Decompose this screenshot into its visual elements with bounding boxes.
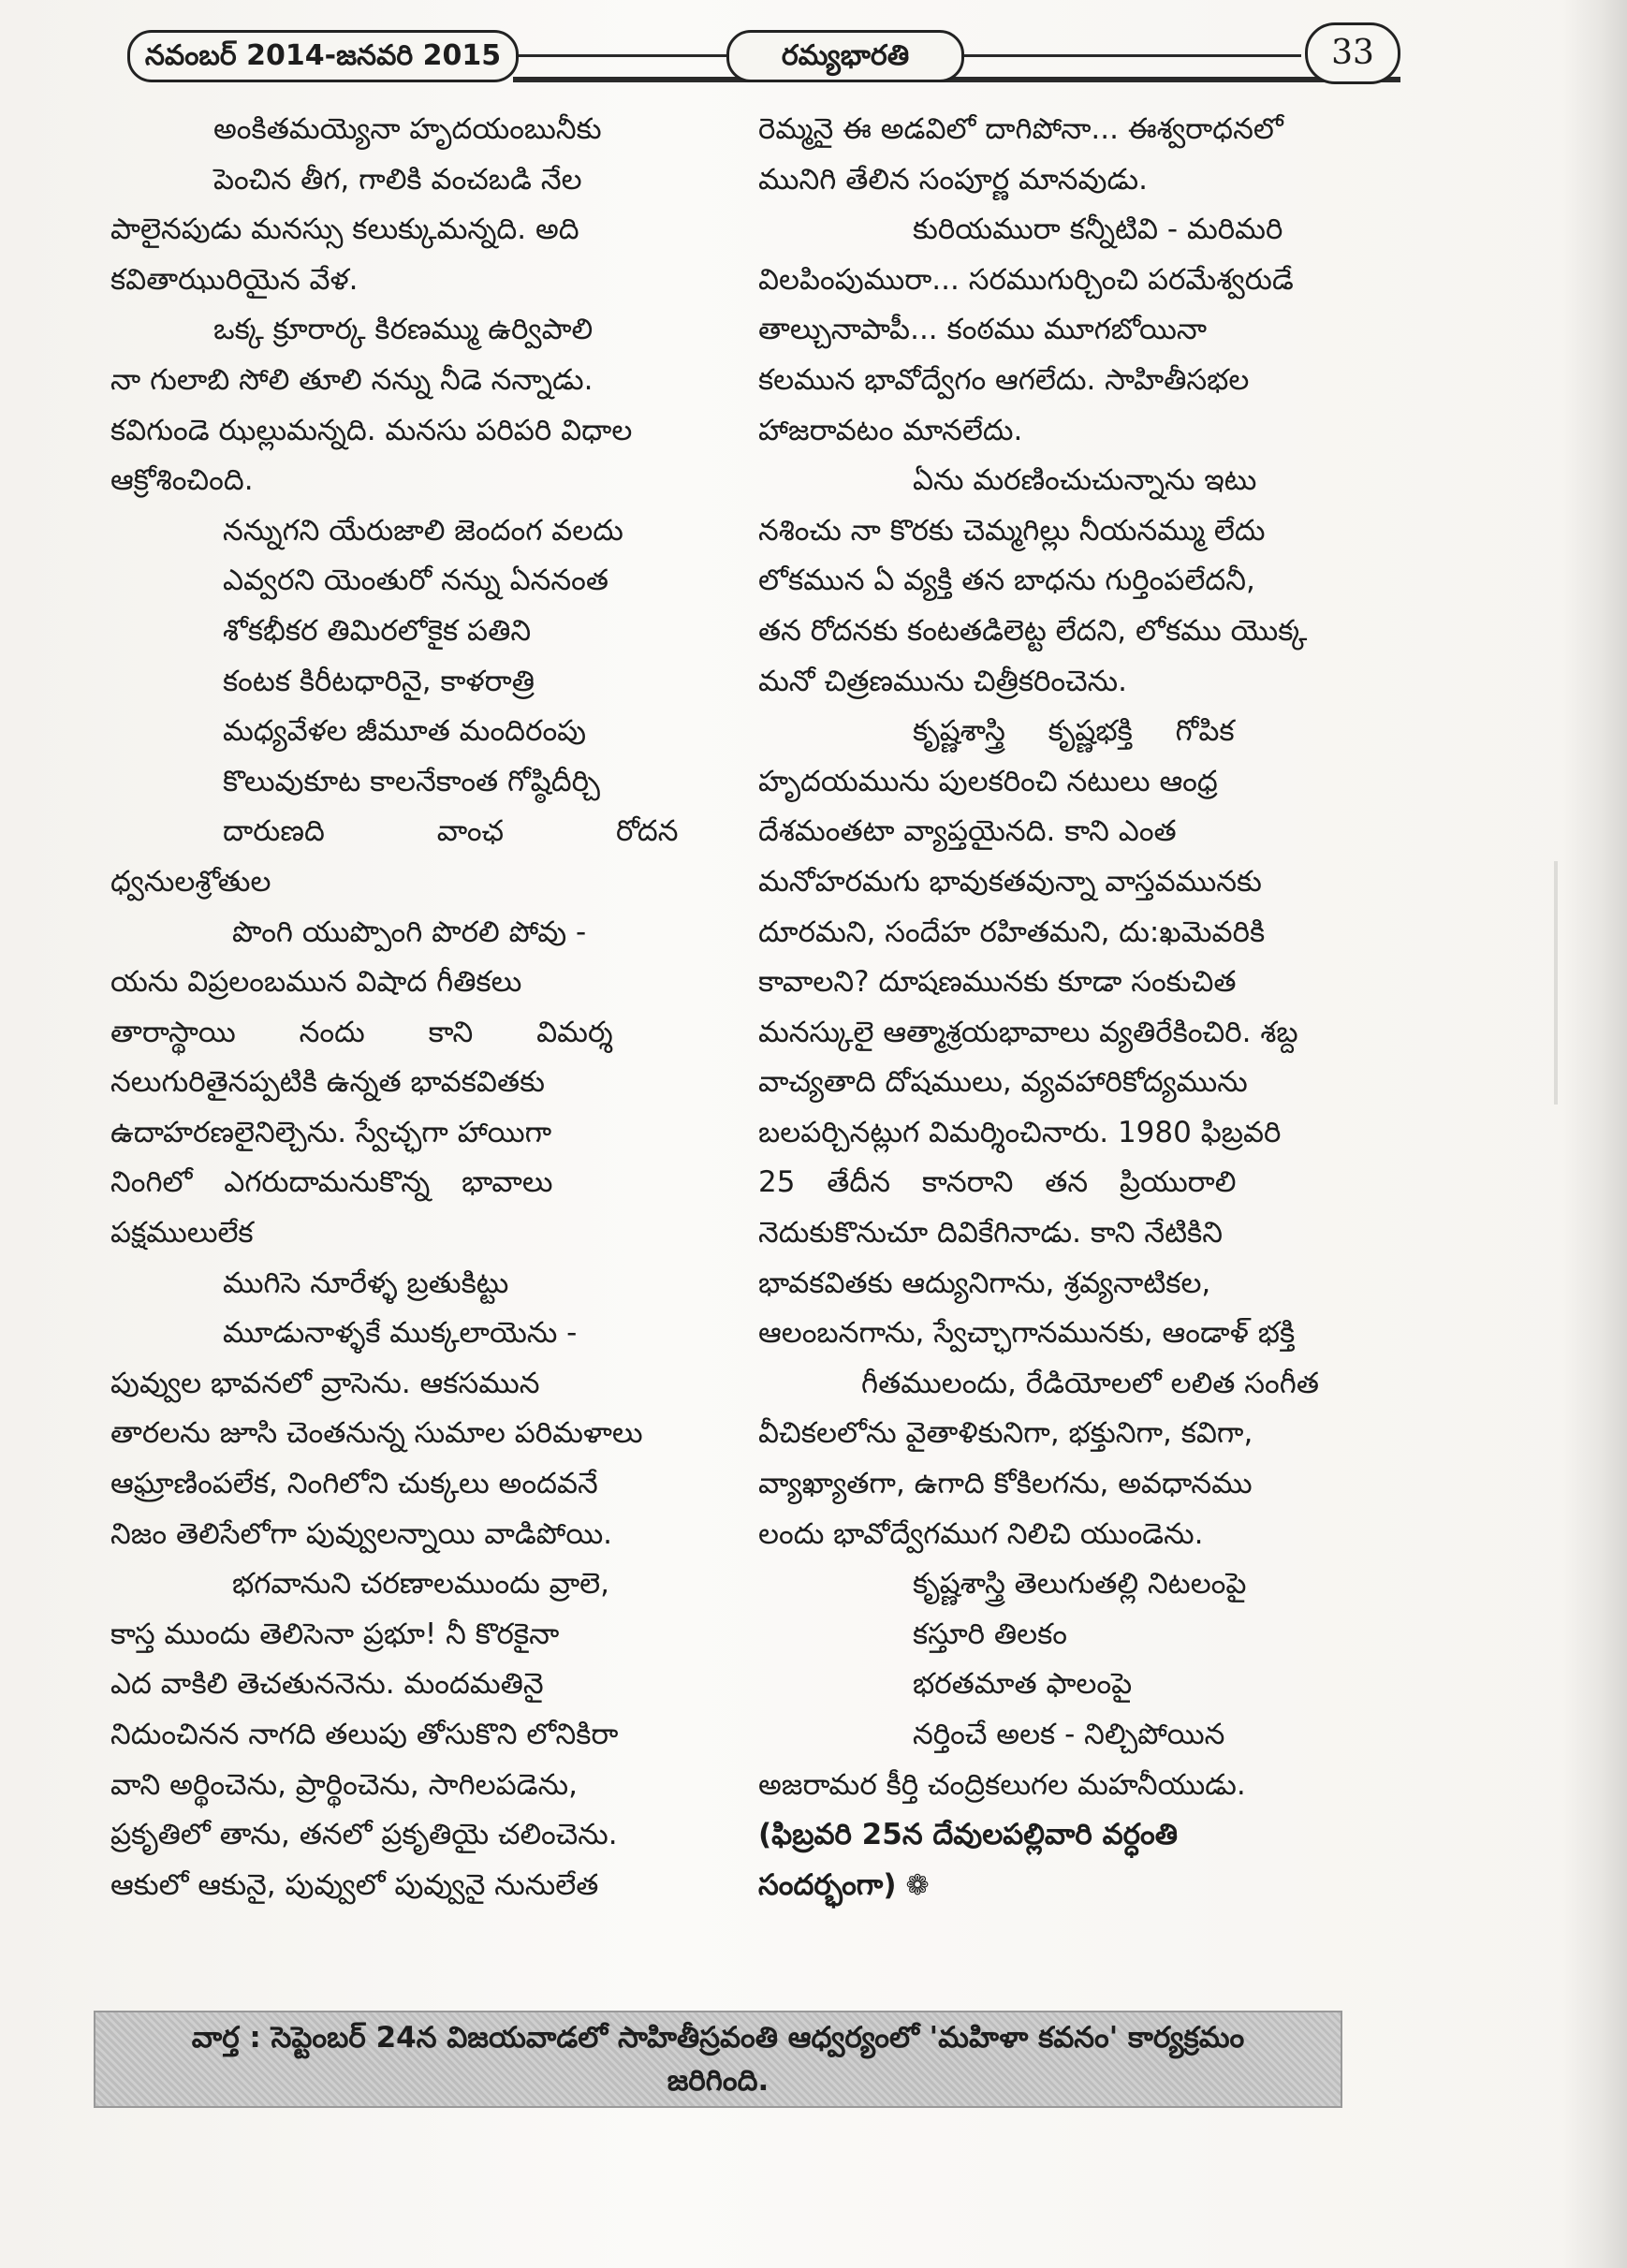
text-line: విలపింపుమురా... సరముగుర్చించి పరమేశ్వరుడే xyxy=(758,262,1294,297)
news-line2: జరిగింది. xyxy=(667,2064,770,2098)
right-column xyxy=(758,105,1376,1910)
text-line: నిజం తెలిసేలోగా పువ్వులన్నాయి వాడిపోయి. xyxy=(110,1516,613,1551)
text-line: అజరామర కీర్తి చంద్రికలుగల మహనీయుడు. xyxy=(758,1767,1246,1802)
text-line: ఆక్రోశించింది. xyxy=(110,463,254,498)
verse-line: ధ్వనులశ్రోతుల xyxy=(110,864,271,899)
verse-line: భరతమాత ఫాలంపై xyxy=(913,1667,1133,1702)
text-line: వ్యాఖ్యాతగా, ఉగాది కోకిలగను, అవధానము xyxy=(758,1467,1253,1501)
text-line: కావాలని? దూషణమునకు కూడా సంకుచిత xyxy=(758,965,1237,1000)
page-number: 33 xyxy=(1305,22,1400,84)
text-line: (ఫిబ్రవరి 25న దేవులపల్లివారి వర్ధంతి xyxy=(758,1818,1178,1852)
text-line: హాజరావటం మానలేదు. xyxy=(758,413,1023,447)
verse-line: శోకభీకర తిమిరలోకైక పతిని xyxy=(223,613,532,648)
paper-crease xyxy=(1554,861,1558,1105)
text-line: మనో చిత్రణమును చిత్రీకరించెను. xyxy=(758,664,1127,698)
text-line: రెమ్మనై ఈ అడవిలో దాగిపోనా... ఈశ్వరాధనలో xyxy=(758,112,1283,146)
left-column xyxy=(110,105,700,1910)
text-line: తారలను జూసి చెంతనున్న సుమాల పరిమళాలు xyxy=(110,1416,643,1451)
text-line: ప్రకృతిలో తాను, తనలో ప్రకృతియై చలించెను. xyxy=(110,1818,618,1852)
text-line: 25 తేదీన కానరాని తన ప్రియురాలి xyxy=(758,1165,1237,1200)
text-line: పాలైనపుడు మనస్సు కలుక్కుమన్నది. అది xyxy=(110,212,579,247)
text-line: లందు భావోద్వేగముగ నిలిచి యుండెను. xyxy=(758,1516,1204,1551)
page-header xyxy=(127,26,1400,86)
news-label: వార్త : xyxy=(191,2021,261,2055)
verse-line: మధ్యవేళల జీమూత మందిరంపు xyxy=(223,714,587,749)
text-line: ఒక్క క్రూరార్క కిరణమ్ము ఉర్విపాలి xyxy=(213,313,594,347)
text-line: పెంచిన తీగ, గాలికి వంచబడి నేల xyxy=(213,162,582,197)
text-line: దేశమంతటా వ్యాప్తయైనది. కాని ఎంత xyxy=(758,814,1177,849)
text-line: కలమున భావోద్వేగం ఆగలేదు. సాహితీసభల xyxy=(758,362,1250,397)
news-text xyxy=(114,2016,1322,2102)
text-line: మనస్కులై ఆత్మాశ్రయభావాలు వ్యతిరేకించిరి. శబ్ద xyxy=(758,1015,1298,1049)
verse-line: మూడునాళ్ళకే ముక్కలాయెను - xyxy=(223,1316,578,1351)
text-line: తన రోదనకు కంటతడిలెట్ట లేదని, లోకము యొక్క xyxy=(758,613,1308,648)
text-line: వాచ్యతాది దోషములు, వ్యవహారికోద్యమును xyxy=(758,1065,1248,1100)
text-line: కవిగుండె ఝల్లుమన్నది. మనసు పరిపరి విధాల xyxy=(110,413,633,447)
text-line: నలుగురితైనప్పటికి ఉన్నత భావకవితకు xyxy=(110,1065,545,1100)
verse-line: కృష్ణశాస్త్రి తెలుగుతల్లి నిటలంపై xyxy=(913,1567,1247,1602)
text-line: నింగిలో ఎగరుదామనుకొన్న భావాలు xyxy=(110,1165,553,1200)
header-rule-left xyxy=(519,54,726,57)
news-banner xyxy=(94,2011,1342,2108)
text-line: ఆఘ్రాణింపలేక, నింగిలోని చుక్కలు అందవనే xyxy=(110,1467,598,1501)
verse-line: ముగిసె నూరేళ్ళ బ్రతుకిట్టు xyxy=(223,1266,509,1300)
text-line: పొంగి యుప్పొంగి పొరలి పోవు - xyxy=(232,915,587,949)
text-line: లోకమున ఏ వ్యక్తి తన బాధను గుర్తింపలేదనీ, xyxy=(758,563,1255,598)
text-line: మనోహరమగు భావుకతవున్నా వాస్తవమునకు xyxy=(758,864,1262,899)
header-rule xyxy=(513,77,1400,82)
verse-line: కంటక కిరీటధారినై, కాళరాత్రి xyxy=(223,664,535,698)
text-line: అంకితమయ్యెనా హృదయంబునీకు xyxy=(213,112,602,146)
text-line: నిదుంచినన నాగది తలుపు తోసుకొని లోనికిరా xyxy=(110,1718,619,1751)
text-line: ఎద వాకిలి తెచతుననెను. మందమతినై xyxy=(110,1667,544,1702)
magazine-title: రమ్యభారతి xyxy=(726,30,964,82)
text-line: కురియమురా కన్నీటివి - మరిమరి xyxy=(913,212,1283,247)
text-line: గీతములందు, రేడియోలలో లలిత సంగీత xyxy=(861,1366,1319,1400)
text-line: ఉదాహరణలైనిల్చెను. స్వేచ్ఛగా హాయిగా xyxy=(110,1115,552,1149)
text-line: పక్షములులేక xyxy=(110,1216,254,1251)
verse-line: దారుణది వాంఛ రోదన xyxy=(223,814,679,849)
text-line: ఏను మరణించుచున్నాను ఇటు xyxy=(913,463,1257,498)
verse-line: కొలువుకూట కాలనేకాంత గోష్ఠిదీర్చి xyxy=(223,764,601,798)
text-line: వాని అర్థించెను, ప్రార్థించెను, సాగిలపడెను, xyxy=(110,1767,578,1802)
verse-line: నర్తించే అలక - నిల్చిపోయిన xyxy=(913,1718,1225,1751)
text-line: భావకవితకు ఆద్యునిగాను, శ్రవ్యనాటికల, xyxy=(758,1266,1211,1300)
issue-date: నవంబర్ 2014-జనవరి 2015 xyxy=(127,30,519,82)
text-line: నశించు నా కొరకు చెమ్మగిల్లు నీయనమ్ము లేదు xyxy=(758,513,1266,548)
text-line: నా గులాబి సోలి తూలి నన్ను నీడె నన్నాడు. xyxy=(110,362,594,397)
text-line: యను విప్రలంబమున విషాద గీతికలు xyxy=(110,965,522,1000)
text-line: తాల్చునాపాపీ... కంఠము మూగబోయినా xyxy=(758,313,1208,347)
text-line: ఆలంబనగాను, స్వేచ్ఛాగానమునకు, ఆండాళ్ భక్తి xyxy=(758,1316,1296,1351)
text-line: బలపర్చినట్లుగ విమర్శించినారు. 1980 ఫిబ్రవరి xyxy=(758,1115,1282,1149)
verse-line: కస్తూరి తిలకం xyxy=(913,1617,1068,1651)
text-line: ఆకులో ఆకునై, పువ్వులో పువ్వునై నునులేత xyxy=(110,1867,599,1902)
text-line: తారాస్థాయి నందు కాని విమర్శ xyxy=(110,1015,613,1049)
text-line: నెదుకుకొనుచూ దివికేగినాడు. కాని నేటికిని xyxy=(758,1216,1223,1251)
text-line: కాస్త ముందు తెలిసెనా ప్రభూ! నీ కొరకైనా xyxy=(110,1617,560,1651)
text-line: పువ్వుల భావనలో వ్రాసెను. ఆకసమున xyxy=(110,1366,540,1400)
text-line: దూరమని, సందేహ రహితమని, దు:ఖమెవరికి xyxy=(758,915,1266,949)
text-line: కృష్ణశాస్త్రి కృష్ణభక్తి గోపిక xyxy=(913,714,1235,749)
text-line: వీచికలలోను వైతాళికునిగా, భక్తునిగా, కవిగా, xyxy=(758,1416,1253,1451)
header-rule-right xyxy=(964,54,1301,57)
text-line: కవితాఝురియైన వేళ. xyxy=(110,262,359,297)
news-line1: సెప్టెంబర్ 24న విజయవాడలో సాహితీస్రవంతి ఆధ్వర్యంలో 'మహిళా కవనం' కార్యక్రమం xyxy=(271,2021,1245,2055)
verse-line: నన్నుగని యేరుజాలి జెందంగ వలదు xyxy=(223,513,623,548)
text-line: భగవానుని చరణాలముందు వ్రాలె, xyxy=(232,1567,610,1602)
end-line-text: సందర్భంగా) xyxy=(758,1867,897,1902)
verse-line: ఎవ్వరని యెంతురో నన్ను ఏననంత xyxy=(223,563,608,598)
end-line xyxy=(758,1861,1376,1911)
flower-icon: ❁ xyxy=(905,1868,930,1902)
page-edge-shadow xyxy=(1561,0,1627,2268)
text-line: మునిగి తేలిన సంపూర్ణ మానవుడు. xyxy=(758,162,1148,197)
text-line: హృదయమును పులకరించి నటులు ఆంధ్ర xyxy=(758,764,1218,798)
